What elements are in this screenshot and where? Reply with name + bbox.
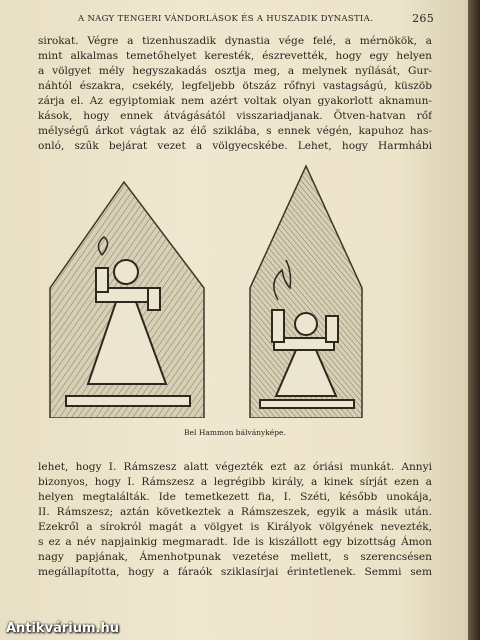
figure-stelae — [38, 160, 432, 418]
text-line: Ezekről a sírokról magát a völgyet is Királyok völgyének nevezték, — [38, 521, 432, 533]
text-line: onló, szűk bejárat vezet a völgyecskébe. Lehet, hogy Harmhábi — [38, 140, 432, 152]
book-edge — [468, 0, 480, 640]
text-line: náhtól északra, csekély, legfeljebb ötszáz rőfnyi vastagságú, küszöb — [38, 80, 432, 92]
stelae-illustration — [38, 160, 432, 418]
text-line: mint alkalmas temetőhelyet keresték, észrevették, hogy egy helyen — [38, 50, 432, 62]
running-title: A NAGY TENGERI VÁNDORLÁSOK ÉS A HUSZADIK DYNASTIA. — [78, 14, 374, 24]
text-line: zárja el. Az egyiptomiak nem azért voltak olyan gyakorlott aknamun- — [38, 95, 432, 107]
text-line: a völgyet mély hegyszakadás osztja meg, a melynek nyílását, Gur- — [38, 65, 432, 77]
left-stele — [50, 182, 204, 418]
text-line: kások, hogy ennek átvágásától visszariadjanak. Ötven-hatvan rőf — [38, 110, 432, 122]
watermark-text: Antikvárium.hu — [6, 621, 119, 636]
text-line: mélységű árkot vágtak az élő sziklába, s ennek végén, kapuhoz has- — [38, 125, 432, 137]
running-header — [34, 14, 434, 28]
paragraph-top — [38, 34, 432, 154]
text-line: II. Rámszesz; aztán következtek a Rámszeszek, egyik a másik után. — [38, 506, 432, 518]
text-line: sirokat. Végre a tizenhuszadik dynastia vége felé, a mérnökök, a — [38, 35, 432, 47]
text-line: helyen megtalálták. Ide temetkezett fia, I. Széti, később unokája, — [38, 491, 432, 503]
text-line: lehet, hogy I. Rámszesz alatt végezték ezt az óriási munkát. Annyi — [38, 461, 432, 473]
right-stele — [250, 166, 362, 418]
paragraph-bottom — [38, 460, 432, 580]
text-line: bizonyos, hogy I. Rámszesz a legrégibb király, a kinek sírját ezen a — [38, 476, 432, 488]
page-number: 265 — [412, 12, 434, 25]
figure-caption: Bel Hammon bálványképe. — [184, 428, 286, 437]
text-line: megállapította, hogy a fáraók sziklasírjai érintetlenek. Semmi sem — [38, 566, 432, 578]
text-line: nagy papjának, Ámenhotpunak vezetése mellett, s szerencsésen — [38, 551, 432, 563]
text-line: s ez a név napjainkig megmaradt. Ide is kiszállott egy bizottság Ámon — [38, 536, 432, 548]
